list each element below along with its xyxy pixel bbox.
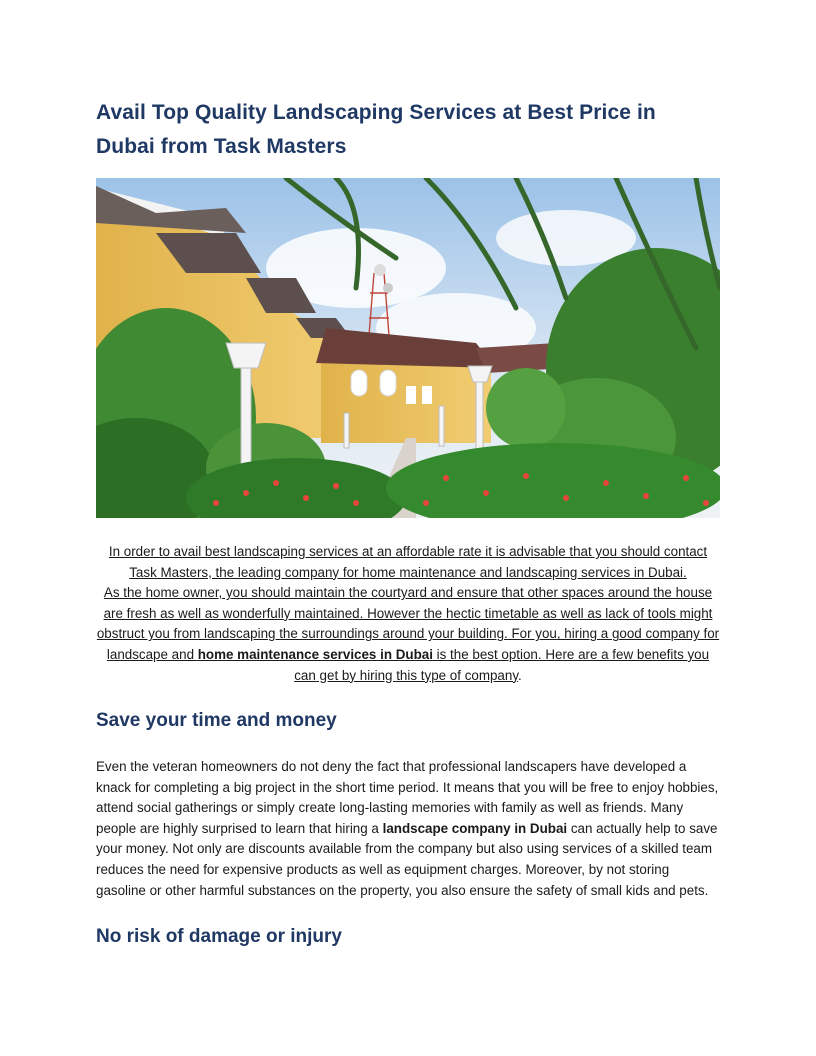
section-heading-save-time: Save your time and money [96, 710, 337, 731]
intro-text-after-link: is the best option. Here are a few benefits you can get by hiring this type of company [294, 646, 710, 683]
section-paragraph-save-time [96, 757, 722, 901]
paragraph-text-after-bold: can actually help to save your money. Not only are discounts available from the company but also using services of a skilled team reduces the need for expensive products as well as equipment charges. Moreover, by not storing gasoline or other harmful substances on the property, you also ensure the safety of small kids and pets. [96, 820, 718, 898]
section-heading-no-risk: No risk of damage or injury [96, 926, 342, 947]
intro-paragraph-2 [96, 583, 720, 686]
home-maintenance-link[interactable]: home maintenance services in Dubai [197, 646, 433, 662]
intro-end-period: . [518, 667, 522, 683]
intro-text-before-link: As the home owner, you should maintain the courtyard and ensure that other spaces around the house are fresh as well as wonderfully maintained. However the hectic timetable as well as lack of tools might obstruct you from landscaping the surroundings around your building. For you, hiring a good company for landscape and [96, 585, 720, 662]
intro-paragraph-1: In order to avail best landscaping services at an affordable rate it is advisable that you should contact Task Masters, the leading company for home maintenance and landscaping services in Dubai. [108, 544, 708, 580]
landscape-company-link[interactable]: landscape company in Dubai [382, 820, 568, 836]
paragraph-text-before-bold: Even the veteran homeowners do not deny the fact that professional landscapers have developed a knack for completing a big project in the short time period. It means that you will be free to enjoy hobbies, attend social gatherings or simply create long-lasting memories with family as well as friends. Many people are highly surprised to learn that hiring a [96, 759, 719, 836]
title-block [96, 96, 720, 164]
landscape-photo [96, 178, 720, 518]
page-title: Avail Top Quality Landscaping Services at Best Price in Dubai from Task Masters [96, 101, 656, 158]
intro-block [96, 542, 720, 686]
